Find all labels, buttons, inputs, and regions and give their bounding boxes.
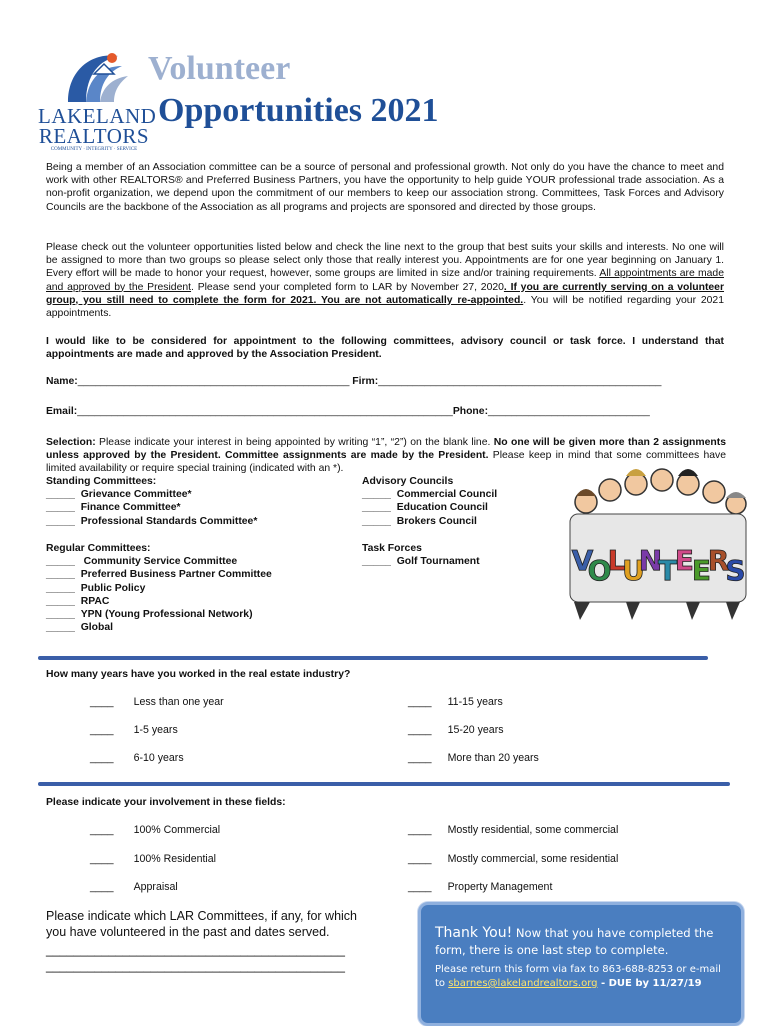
item-label: Community Service Committee (83, 556, 238, 568)
item-label: Grievance Committee* (80, 489, 192, 501)
item-label: Global (80, 622, 114, 634)
name-field-row (46, 375, 661, 388)
blank-line[interactable]: ____ (408, 881, 432, 893)
item-label: Golf Tournament (396, 556, 480, 568)
task-forces (362, 542, 480, 568)
option-label: 100% Commercial (133, 824, 221, 836)
option-label: 6-10 years (133, 752, 184, 764)
logo-tagline: COMMUNITY · INTEGRITY · SERVICE (50, 147, 138, 152)
selection-text-1: Please indicate your interest in being appointed by writing “1”, “2”) on the blank line. (95, 437, 494, 448)
years-option[interactable] (90, 724, 178, 736)
blank-line[interactable]: ____ (90, 881, 114, 893)
logo-line1: LAKELAND (38, 104, 157, 128)
instructions-warning: . If you are currently serving on a volunteer group, you still need to complete the form for 2021. You are not automatically re-appointed. (46, 281, 725, 306)
option-label: 100% Residential (133, 853, 217, 865)
email-field-row (46, 405, 650, 418)
option-label: Mostly residential, some commercial (447, 824, 619, 836)
list-item (46, 608, 272, 621)
blank-line[interactable]: _____ (46, 556, 75, 568)
blank-line[interactable]: _____ (46, 609, 75, 621)
blank-line[interactable]: ____ (90, 752, 114, 764)
firm-field[interactable]: _________________________________________________ (378, 376, 662, 387)
blank-line[interactable]: ____ (408, 853, 432, 865)
option-label: Less than one year (133, 696, 224, 708)
volunteers-illustration (566, 456, 750, 624)
option-label: More than 20 years (447, 752, 539, 764)
due-date: - DUE by 11/27/19 (597, 978, 702, 989)
blank-line[interactable]: ____ (90, 696, 114, 708)
blank-line[interactable]: _____ (362, 556, 391, 568)
regular-committees (46, 542, 272, 634)
list-item (46, 582, 272, 595)
thank-you-heading: Thank You! (435, 925, 513, 941)
list-item (46, 515, 257, 528)
blank-line[interactable]: ____ (408, 752, 432, 764)
years-option[interactable] (408, 724, 504, 736)
volunteers-letter: U (622, 554, 645, 587)
logo-emblem-icon (38, 44, 150, 106)
name-field[interactable]: _______________________________________________ (77, 376, 350, 387)
blank-line[interactable]: _____ (46, 582, 75, 594)
title-line1: Volunteer (148, 50, 291, 87)
list-item (46, 621, 272, 634)
volunteers-letter: E (691, 554, 712, 587)
list-item (46, 555, 272, 568)
thank-you-text: Now that you have completed the form, there is one last step to complete. (435, 926, 714, 957)
firm-label: Firm: (352, 376, 379, 387)
item-label: Professional Standards Committee* (80, 515, 258, 527)
email-link[interactable]: sbarnes@lakelandrealtors.org (448, 978, 598, 989)
list-item (46, 568, 272, 581)
blank-line[interactable]: ____ (90, 724, 114, 736)
past-line-1[interactable]: ___________________________________________ (46, 943, 345, 957)
list-item (362, 515, 497, 528)
involvement-question: Please indicate your involvement in these fields: (46, 797, 286, 808)
involvement-option[interactable] (90, 824, 220, 836)
list-item (362, 501, 497, 514)
item-label: Preferred Business Partner Committee (80, 569, 272, 581)
blank-line[interactable]: ____ (90, 853, 114, 865)
option-label: 15-20 years (447, 724, 504, 736)
involvement-option[interactable] (408, 853, 618, 865)
blank-line[interactable]: _____ (362, 515, 391, 527)
intro-paragraph: Being a member of an Association committee can be a source of personal and professional growth. Not only do you have the chance to meet and work with other REALTORS® and Preferred Business Partners, you have the opportunity to help guide YOUR professional trade association. As a non-profit organization, we depend upon the commitment of our members to keep our association strong. Committees, Task Forces and Advisory Councils are the backbone of the Association as all programs and projects are sponsored and directed by those groups. (46, 162, 724, 213)
instructions-paragraph (46, 241, 724, 320)
years-question: How many years have you worked in the real estate industry? (46, 669, 351, 680)
item-label: Finance Committee* (80, 502, 181, 514)
thank-you-box (418, 902, 744, 1026)
item-label: Brokers Council (396, 515, 477, 527)
email-field[interactable]: _________________________________________________________________ (77, 406, 453, 417)
years-option[interactable] (408, 696, 503, 708)
selection-label: Selection: (46, 437, 96, 448)
involvement-option[interactable] (408, 824, 618, 836)
blank-line[interactable]: _____ (362, 489, 391, 501)
blank-line[interactable]: _____ (46, 489, 75, 501)
list-item (46, 488, 257, 501)
volunteers-letter: E (674, 544, 695, 577)
past-committees (46, 908, 366, 974)
phone-label: Phone: (452, 406, 489, 417)
blank-line[interactable]: ____ (408, 724, 432, 736)
option-label: Appraisal (133, 881, 178, 893)
blank-line[interactable]: _____ (362, 502, 391, 514)
volunteers-letter: T (657, 554, 678, 587)
section-divider (38, 782, 730, 786)
standing-heading: Standing Committees: (46, 476, 157, 487)
item-label: Public Policy (80, 582, 146, 594)
list-item (46, 595, 272, 608)
regular-heading: Regular Committees: (46, 543, 151, 554)
blank-line[interactable]: _____ (46, 515, 75, 527)
years-option[interactable] (90, 752, 184, 764)
volunteers-letter: V (571, 544, 594, 577)
item-label: Commercial Council (396, 489, 498, 501)
blank-line[interactable]: _____ (46, 502, 75, 514)
past-committees-text: Please indicate which LAR Committees, if any, for which you have volunteered in the past and dates served. (46, 909, 358, 939)
option-label: Mostly commercial, some residential (447, 853, 619, 865)
involvement-option[interactable] (90, 853, 216, 865)
item-label: Education Council (396, 502, 488, 514)
blank-line[interactable]: ____ (408, 696, 432, 708)
volunteers-letter: O (587, 554, 612, 587)
logo-line2: REALTORS (38, 124, 150, 148)
instructions-underlined: All appointments are made and approved by the President (46, 268, 724, 293)
instructions-text-3: . You will be notified regarding your 2021 appointments. (46, 294, 724, 320)
email-label: Email: (46, 406, 78, 417)
years-option[interactable] (408, 752, 539, 764)
list-item (362, 488, 497, 501)
list-item (46, 501, 257, 514)
years-option[interactable] (90, 696, 224, 708)
blank-line[interactable]: ____ (90, 824, 114, 836)
advisory-councils (362, 475, 497, 528)
volunteers-letter: L (607, 544, 626, 577)
instructions-text-2: . Please send your completed form to LAR by November 27, 2020 (191, 281, 504, 293)
return-instructions: Please return this form via fax to 863-688-8253 or e-mail to (435, 964, 721, 989)
option-label: 11-15 years (447, 696, 503, 708)
option-label: Property Management (447, 881, 553, 893)
logo (38, 44, 157, 154)
blank-line[interactable]: ____ (408, 824, 432, 836)
volunteers-letter: N (638, 544, 663, 577)
consent-statement: I would like to be considered for appointment to the following committees, advisory council or task force. I understand that appointments are made and approved by the Association President. (46, 336, 724, 361)
blank-line[interactable]: _____ (46, 622, 75, 634)
instructions-text-1: Please check out the volunteer opportunities listed below and check the line next to the group that best suits your skills and interests. No one will be assigned to more than two groups so please select only those that really interest you. Appointments are for one year beginning on January 1. Every effort will be made to honor your request, however, some groups are limited in size and/or training requirements. (46, 242, 724, 280)
list-item (362, 555, 480, 568)
name-label: Name: (46, 376, 78, 387)
blank-line[interactable]: _____ (46, 595, 75, 607)
standing-committees (46, 475, 257, 528)
involvement-option[interactable] (408, 881, 552, 893)
phone-field[interactable]: ____________________________ (488, 406, 650, 417)
selection-text-2: Please keep in mind that some committees have limited availability or require special training (indicated with an *). (46, 450, 726, 475)
section-divider (38, 656, 708, 660)
item-label: RPAC (80, 595, 110, 607)
selection-bold: No one will be given more than 2 assignments unless approved by the President. Committee assignments are made by the President. (46, 437, 726, 462)
volunteers-letter: S (725, 554, 746, 587)
taskforces-heading: Task Forces (362, 543, 422, 554)
title-line2: Opportunities 2021 (158, 92, 439, 129)
advisory-heading: Advisory Councils (362, 476, 454, 487)
past-line-2[interactable]: ___________________________________________ (46, 959, 345, 973)
blank-line[interactable]: _____ (46, 569, 75, 581)
item-label: YPN (Young Professional Network) (80, 609, 253, 621)
volunteers-letter: R (707, 544, 730, 577)
option-label: 1-5 years (133, 724, 178, 736)
involvement-option[interactable] (90, 881, 178, 893)
